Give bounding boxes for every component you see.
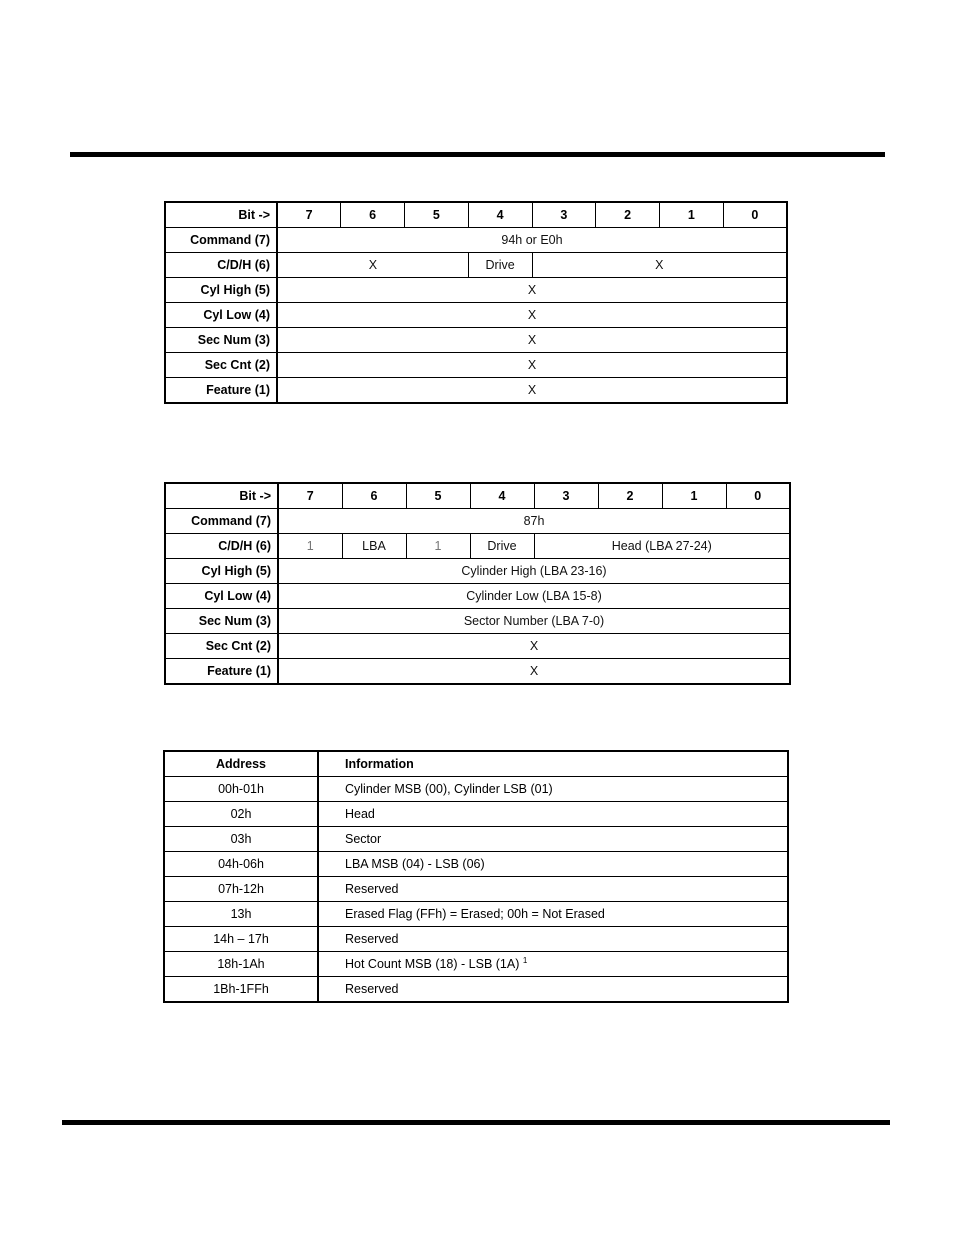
command-label: Command (7): [165, 228, 277, 253]
cdh-row: [165, 253, 787, 278]
table-row: [164, 852, 788, 877]
feature-value: X: [278, 659, 790, 685]
information-header: Information: [318, 751, 788, 777]
sec-num-row: [165, 609, 790, 634]
address-cell: 04h-06h: [164, 852, 318, 877]
sec-cnt-value: X: [278, 634, 790, 659]
cyl-high-value: Cylinder High (LBA 23-16): [278, 559, 790, 584]
bit-0: 0: [723, 202, 787, 228]
cdh-head: Head (LBA 27-24): [534, 534, 790, 559]
sec-cnt-row: [165, 353, 787, 378]
information-cell: [318, 952, 788, 977]
feature-row: [165, 378, 787, 404]
feature-value: X: [277, 378, 787, 404]
bit-4: 4: [468, 202, 532, 228]
cyl-low-label: Cyl Low (4): [165, 584, 278, 609]
cdh-upper-value: X: [277, 253, 468, 278]
sec-cnt-value: X: [277, 353, 787, 378]
sec-cnt-label: Sec Cnt (2): [165, 353, 277, 378]
sec-num-label: Sec Num (3): [165, 328, 277, 353]
table-row: [164, 977, 788, 1003]
table-row: [164, 802, 788, 827]
cyl-high-value: X: [277, 278, 787, 303]
register-table-chs: [164, 201, 788, 404]
cyl-high-row: [165, 278, 787, 303]
feature-row: [165, 659, 790, 685]
information-cell: Reserved: [318, 927, 788, 952]
sec-num-value: Sector Number (LBA 7-0): [278, 609, 790, 634]
cdh-label: C/D/H (6): [165, 253, 277, 278]
table-row: [164, 877, 788, 902]
bit-2: 2: [598, 483, 662, 509]
table-row: [164, 827, 788, 852]
bit-5: 5: [405, 202, 469, 228]
command-row: [165, 509, 790, 534]
address-cell: 02h: [164, 802, 318, 827]
feature-label: Feature (1): [165, 659, 278, 685]
bit-3: 3: [532, 202, 596, 228]
bottom-rule: [62, 1120, 890, 1125]
cyl-high-label: Cyl High (5): [165, 559, 278, 584]
address-cell: 13h: [164, 902, 318, 927]
cdh-label: C/D/H (6): [165, 534, 278, 559]
cyl-low-label: Cyl Low (4): [165, 303, 277, 328]
bit-2: 2: [596, 202, 660, 228]
cyl-low-value: X: [277, 303, 787, 328]
information-cell: Head: [318, 802, 788, 827]
cdh-bit5: 1: [406, 534, 470, 559]
bit-6: 6: [342, 483, 406, 509]
cyl-high-label: Cyl High (5): [165, 278, 277, 303]
table-row: [164, 777, 788, 802]
bit-1: 1: [662, 483, 726, 509]
sec-num-row: [165, 328, 787, 353]
bit-5: 5: [406, 483, 470, 509]
cdh-lba: LBA: [342, 534, 406, 559]
bit-6: 6: [341, 202, 405, 228]
bit-1: 1: [660, 202, 724, 228]
address-header: Address: [164, 751, 318, 777]
address-cell: 1Bh-1FFh: [164, 977, 318, 1003]
command-value: 94h or E0h: [277, 228, 787, 253]
cdh-drive: Drive: [468, 253, 532, 278]
information-cell: Erased Flag (FFh) = Erased; 00h = Not Erased: [318, 902, 788, 927]
table-row: [164, 952, 788, 977]
top-rule: [70, 152, 885, 157]
address-cell: 03h: [164, 827, 318, 852]
register-table-lba: [164, 482, 791, 685]
table-row: [164, 902, 788, 927]
cdh-lower-value: X: [532, 253, 787, 278]
sec-num-label: Sec Num (3): [165, 609, 278, 634]
bit-0: 0: [726, 483, 790, 509]
bit-7: 7: [278, 483, 342, 509]
information-cell: LBA MSB (04) - LSB (06): [318, 852, 788, 877]
footnote-marker: 1: [522, 956, 528, 966]
bit-header-row: [165, 202, 787, 228]
bit-header-row: [165, 483, 790, 509]
cyl-low-row: [165, 303, 787, 328]
bit-4: 4: [470, 483, 534, 509]
information-cell: Cylinder MSB (00), Cylinder LSB (01): [318, 777, 788, 802]
sec-cnt-label: Sec Cnt (2): [165, 634, 278, 659]
cyl-low-row: [165, 584, 790, 609]
command-value: 87h: [278, 509, 790, 534]
cdh-drive: Drive: [470, 534, 534, 559]
address-cell: 07h-12h: [164, 877, 318, 902]
address-cell: 14h – 17h: [164, 927, 318, 952]
bit-3: 3: [534, 483, 598, 509]
bit-header-label: Bit ->: [165, 483, 278, 509]
information-cell: Sector: [318, 827, 788, 852]
command-row: [165, 228, 787, 253]
table-row: [164, 927, 788, 952]
info-header-row: [164, 751, 788, 777]
address-information-table: [163, 750, 789, 1003]
bit-7: 7: [277, 202, 341, 228]
sec-cnt-row: [165, 634, 790, 659]
information-cell: Reserved: [318, 977, 788, 1003]
cyl-low-value: Cylinder Low (LBA 15-8): [278, 584, 790, 609]
address-cell: 18h-1Ah: [164, 952, 318, 977]
feature-label: Feature (1): [165, 378, 277, 404]
sec-num-value: X: [277, 328, 787, 353]
bit-header-label: Bit ->: [165, 202, 277, 228]
address-cell: 00h-01h: [164, 777, 318, 802]
information-cell: Reserved: [318, 877, 788, 902]
information-text: Hot Count MSB (18) - LSB (1A): [345, 957, 520, 972]
cyl-high-row: [165, 559, 790, 584]
cdh-bit7: 1: [278, 534, 342, 559]
command-label: Command (7): [165, 509, 278, 534]
cdh-row: [165, 534, 790, 559]
